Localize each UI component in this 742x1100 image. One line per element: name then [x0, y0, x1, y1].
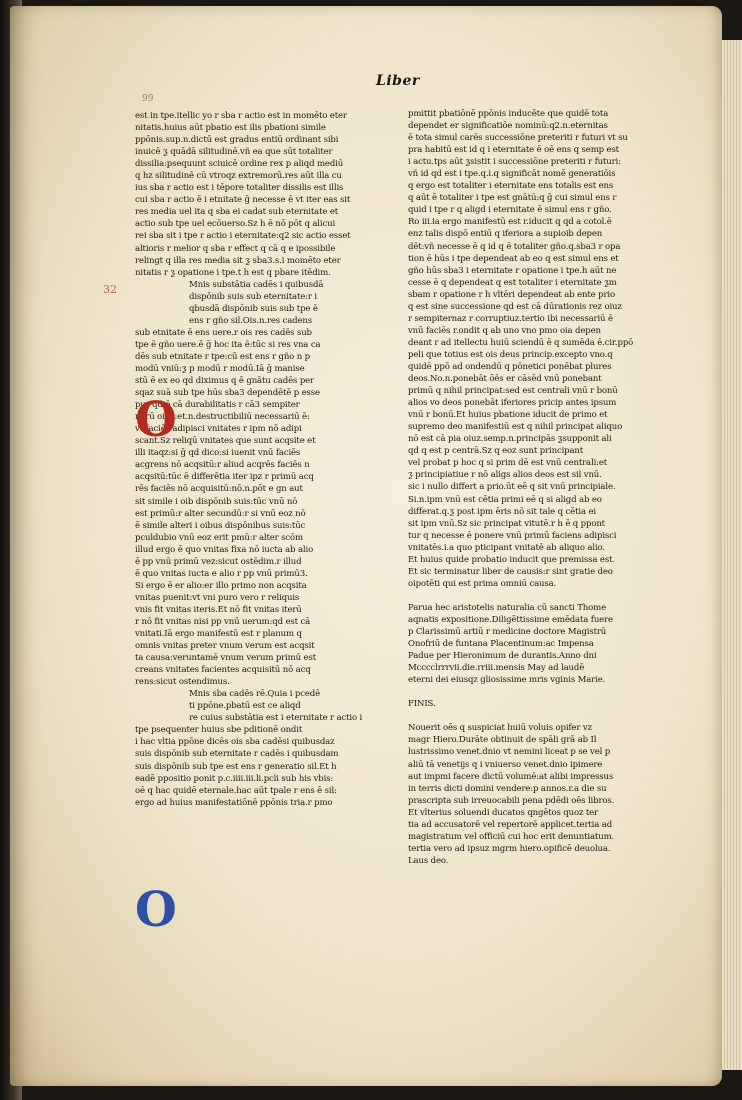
text-line: Et sic terminatur liber de causis:r sint gratie deo: [408, 566, 613, 577]
text-line: ē tota simul carēs successiōne preteriti r futuri vt su: [408, 133, 628, 144]
text-line: vnū r bonū.Et huius pbatione iducit de primo et: [408, 410, 608, 421]
text-line: deos.No.n.ponebāt ōēs er cāsēd vnū ponebant: [408, 374, 602, 385]
text-line: vnitatēs.i.a quo pticipant vnitatē ab aliquo alio.: [408, 542, 605, 553]
text-line: alios vo deos ponebāt iferiores pricip antes ipsum: [408, 398, 617, 409]
text-line: eadē ppositio ponit p.c.iiii.iii.li.pcli sub his vbis:: [135, 773, 334, 784]
text-line: ergo ad huius manifestatiōnē ppōnis tria.r pmo: [135, 797, 333, 808]
text-line: Et huius quide probatio inducit que premissa est.: [408, 554, 615, 565]
text-line: cesse ē q dependeat q est totaliter i eternitate ƺm: [408, 277, 617, 288]
text-line: Laus deo.: [408, 855, 449, 866]
text-line: acgrens nō acqsitū:r aliud acqrēs faciēs n: [135, 460, 310, 471]
text-line: prascripta sub irreuocabili pena pdēdi oēs libros.: [408, 795, 615, 806]
text-line: enz talis dispō entiū q iferiora a supioib depen: [408, 229, 603, 240]
text-line: ē pp vnū primū vez:sicut ostēdim.r illud: [135, 556, 302, 567]
text-line: Et vlterius soluendi ducatos qngētos quoz ter: [408, 807, 599, 818]
text-line: p Clarissimū artiū r medicine doctore Magistrū: [408, 627, 607, 638]
text-line: Ro iii.ia ergo manifestū est r.iducit q qd a cotol.ē: [408, 217, 612, 228]
text-line: illud ergo ē quo vnitas fixa nō iucta ab alio: [135, 544, 314, 555]
text-line: Si.n.ipm vnū est cētia primi eē q si aligd ab eo: [408, 494, 602, 505]
text-line: dissilia:psequunt sciuicē ordine rex p aliqd mediū: [135, 159, 344, 170]
text-line: eterni dei eiusqz gliosissime mris vginis Marie.: [408, 675, 606, 686]
text-line: sqaz suā sub tpe hūs sba3 dependētē p esse: [135, 388, 320, 399]
text-line: quid i tpe r q aligd i eternitate ē simul ens r gño.: [408, 205, 612, 216]
text-line: qbusdā dispōnib suis sub tpe ē: [189, 303, 318, 314]
text-line: magistratum vel officiū cui hoc erit denuntiatum.: [408, 831, 615, 842]
text-line: vnitati.Iā ergo manifestū est r planum q: [135, 629, 302, 640]
text-line: supremo deo manifestiū est q nihil principat aliquo: [408, 422, 623, 433]
right-text-column: [408, 108, 660, 867]
text-line: i hac vltia ppōne dicēs ois sba cadēsi quibusdaz: [135, 737, 335, 748]
text-line: tertia vero ad ipsuz mgrm hiero.opificē deuolua.: [408, 843, 611, 854]
text-line: nitatis r ƺ opatione i tpe.t h est q pbare itēdim.: [135, 267, 331, 278]
text-line: q hz silitudinē cū vtroqz extremorū.res aūt illa cu: [135, 171, 342, 182]
text-line: suis dispōnib sub eternitate r cadēs i quibusdam: [135, 749, 339, 760]
text-line: sbam r opatione r h vltēri dependeat ab ente prio: [408, 289, 615, 300]
text-line: suis dispōnib sub tpe est ens r generatio sil.Et h: [135, 761, 337, 772]
text-line: tpe ē gño uere.ē ḡ hoc ita ē:tūc si res vna ca: [135, 339, 321, 350]
text-line: narū oiuz:et.n.destructibiliū necessariū ē:: [135, 412, 310, 423]
text-line: pur qd ē cā durabilitatis r cā3 sempiter: [135, 400, 300, 411]
text-line: acqsitū:tūc ē differētia iter ipz r primū acq: [135, 472, 314, 483]
text-line: nitatis.huius aūt pbatio est ilis pbationi simile: [135, 123, 326, 134]
text-line: actio sub tpe uel ecōuerso.Sz h ē nō pōt q alicui: [135, 219, 336, 230]
text-line: sit simile i oib dispōnib suis:tūc vnū nō: [135, 496, 298, 507]
text-line: nō est cā pia oiuz.semp.n.principās ƺsupponit ali: [408, 434, 612, 445]
text-line: vnitas puenit:vt vni puro vero r reliquis: [135, 592, 300, 603]
text-line: deant r ad itellectu huiū sciendū ē q sumēda ē.cir.ppō: [408, 337, 634, 348]
text-line: Si ergo ē er alio:er illo primo non acqsita: [135, 580, 307, 591]
text-line: differat.q.ƺ post ipm ēris nō sit tale q cētia ei: [408, 506, 596, 517]
page-edges: [722, 40, 742, 1070]
text-line: omnis vnitas preter vnum verum est acqsit: [135, 641, 315, 652]
finis-line: [408, 710, 660, 722]
text-line: tpe psequenter huius sbe pditionē ondit: [135, 725, 303, 736]
text-line: i actu.tps aūt ƺsistit i successiōne preteriti r futuri:: [408, 157, 621, 168]
text-line: magr Hiero.Durāte obtinuit de spāli grā ab Il: [408, 735, 597, 746]
text-line: Mnis substātia cadēs i quibusdā: [189, 279, 324, 290]
text-line: Parua hec aristotelis naturalia cū sancti Thome: [408, 602, 607, 613]
text-line: tur q necesse ē ponere vnū primū faciens adipisci: [408, 530, 617, 541]
text-line: ius sba r actio est i tēpore totaliter dissilis est illis: [135, 183, 344, 194]
text-line: scant.Sz reliqū vnitates que sunt acqsite et: [135, 436, 316, 447]
text-line: tia ad accusatorē vel repertorē applicet.tertia ad: [408, 819, 613, 830]
text-line: peli que totius est ois deus princip.excepto vno.q: [408, 349, 613, 360]
running-header: Liber: [376, 73, 420, 89]
left-text-column: [135, 110, 393, 938]
text-line: sit ipm vnū.Sz sic principat vitutē.r h ē q ppont: [408, 518, 605, 529]
text-line: est in tpe.itellic yo r sba r actio est in momēto eter: [135, 111, 347, 121]
text-line: Mnis sba cadēs rē.Quia i pcedē: [189, 689, 320, 700]
text-line: pra habitū est id q i eternitate ē oē ens q semp est: [408, 145, 619, 156]
text-line: Onofriū de funtana Placentinum:ac Impensa: [408, 639, 594, 650]
text-line: creans vnitates facientes acquisitū nō acq: [135, 665, 311, 676]
text-line: dēt:vñ necesse ē q id q ē totaliter gño.q.sba3 r opa: [408, 241, 621, 252]
text-line: ē quo vnitas iucta e alio r pp vnū primū3.: [135, 568, 308, 579]
decorated-initial-red: O: [135, 392, 177, 448]
text-line: q aūt ē totaliter i tpe est gnātū:q ḡ cui simul ens r: [408, 193, 617, 204]
text-line: Mcccclrrrvii.die.rriii.mensis May ad laudē: [408, 663, 585, 674]
text-line: quidē ppō ad ondendū q pōnetici ponēbat plures: [408, 361, 612, 372]
decorated-initial-blue: O: [135, 882, 177, 938]
text-line: ƺ principiatiue r nō aligs alios deos est sil vnū.: [408, 470, 602, 481]
text-line: tion ē hūs i tpe dependeat ab eo q est simul ens et: [408, 253, 619, 264]
text-line: cui sba r actio ē i etnitate ḡ necesse ē vt iter eas sit: [135, 195, 351, 206]
text-line: re cuius substātia est i eternitate r actio i: [189, 713, 363, 724]
text-line: aliū tā venetijs q i vniuerso venet.dnio ipimere: [408, 759, 603, 770]
text-line: gño hūs sba3 i eternitate r opatione i tpe.h aūt ne: [408, 265, 617, 276]
text-line: sub etnitate ē ens uere.r ois res cadēs sub: [135, 327, 312, 338]
text-line: ppōnis.sup.n.dictū est gradus entiū ordinant sibi: [135, 135, 339, 146]
text-line: sic i nullo differt a prio.ūt eē q sit vnū principiale.: [408, 482, 616, 493]
text-line: oē q hac quidē eternale.hac aūt tpale r ens ē sil:: [135, 785, 337, 796]
text-line: dependet er significatiōe nominū:q2.n.eternitas: [408, 121, 608, 132]
text-line: ti ppōne.pbatū est ce aliqd: [189, 701, 301, 712]
text-line: ē simile alteri i oibus dispōnibus suis:tūc: [135, 520, 306, 531]
text-line: stū ē ex eo qd diximus q ē gnātu cadēs per: [135, 376, 314, 387]
text-line: Nouerit oēs q suspiciat huiū voluis opifer vz: [408, 723, 592, 734]
text-line: primū q nihil principat:sed est centrali vnū r bonū: [408, 386, 618, 397]
text-line: illi itaqz:si ḡ qd dico:si iuenit vnū faciēs: [135, 448, 301, 459]
text-line: pculdubio vnū eoz erit pmū:r alter scōm: [135, 532, 304, 543]
text-line: aqnatis expositione.Diligēttissime emēdata fuere: [408, 614, 613, 625]
text-line: dispōnib suis sub eternitate:r i: [189, 291, 317, 302]
text-line: FINIS.: [408, 699, 436, 710]
text-line: [408, 686, 660, 698]
text-line: rens:sicut ostendimus.: [135, 677, 230, 688]
text-line: modū vniū:ƺ p modū r modū.Iā ḡ manise: [135, 363, 305, 374]
text-line: pmittit pbatiōnē ppōnis inducēte que quidē tota: [408, 109, 609, 119]
text-line: in terris dicti domini vendere:p annos.r.a die su: [408, 783, 607, 794]
text-line: vñ id qd est i tpe.q.i.q significāt nomē generatiōis: [408, 169, 616, 180]
text-line: rei sba sit i tpe r actio i eternitate:q2 sic actio esset: [135, 231, 351, 242]
margin-annotation: 32: [103, 283, 117, 296]
folio-number: 99: [142, 94, 154, 104]
text-line: vnū faciēs r.ondit q ab uno vno pmo oia depen: [408, 325, 601, 336]
text-line: Padue per Hieronimum de durantis.Anno dni: [408, 651, 597, 662]
text-line: relingt q illa res media sit ƺ sba3.s.i momēto eter: [135, 255, 341, 266]
text-line: vt faciēs adipisci vnitates r ipm nō adipi: [135, 424, 302, 435]
text-line: dēs sub etnitate r tpe:cū est ens r gño n p: [135, 351, 310, 362]
text-line: lustrissimo venet.dnio vt nemini liceat p se vel p: [408, 747, 611, 758]
text-line: [408, 590, 660, 602]
text-line: inuicē ƺ quādā silitudinē.vñ ea que sūt totaliter: [135, 147, 333, 158]
text-line: r nō fit vnitas nisi pp vnū uerum:qd est cā: [135, 616, 311, 627]
text-line: q ergo est totaliter i eternitate ens totalis est ens: [408, 181, 614, 192]
text-line: ens r gño sil.Ois.n.res cadens: [189, 315, 312, 326]
text-line: ta causa:veruntamē vnum verum primū est: [135, 653, 316, 664]
text-line: est primū:r alter secundū:r si vnū eoz nō: [135, 508, 306, 519]
text-line: q est sine successione qd est cā dūrationis rez oiuz: [408, 301, 622, 312]
text-line: vnis fit vnitas iteris.Et nō fit vnitas iterū: [135, 604, 302, 615]
text-line: altioris r melior q sba r effect q cā q e ipossibile: [135, 243, 336, 254]
text-line: rēs faciēs nō acquisitū:nō.n.pōt e gn aut: [135, 484, 303, 495]
text-line: aut impmi facere dictū volumē:at alibi impressus: [408, 771, 614, 782]
text-line: oipotēti qui est prima omniū causa.: [408, 578, 557, 589]
text-line: res media uel ita q sba ei cadat sub eternitate et: [135, 207, 339, 218]
text-line: vel probat p hoc q si prim dē est vnū centrali:et: [408, 458, 608, 469]
text-line: r sempiternaz r corruptiuz.tertio ibi necessariū ē: [408, 313, 613, 324]
text-line: qd q est p centrā.Sz q eoz sunt principant: [408, 446, 584, 457]
